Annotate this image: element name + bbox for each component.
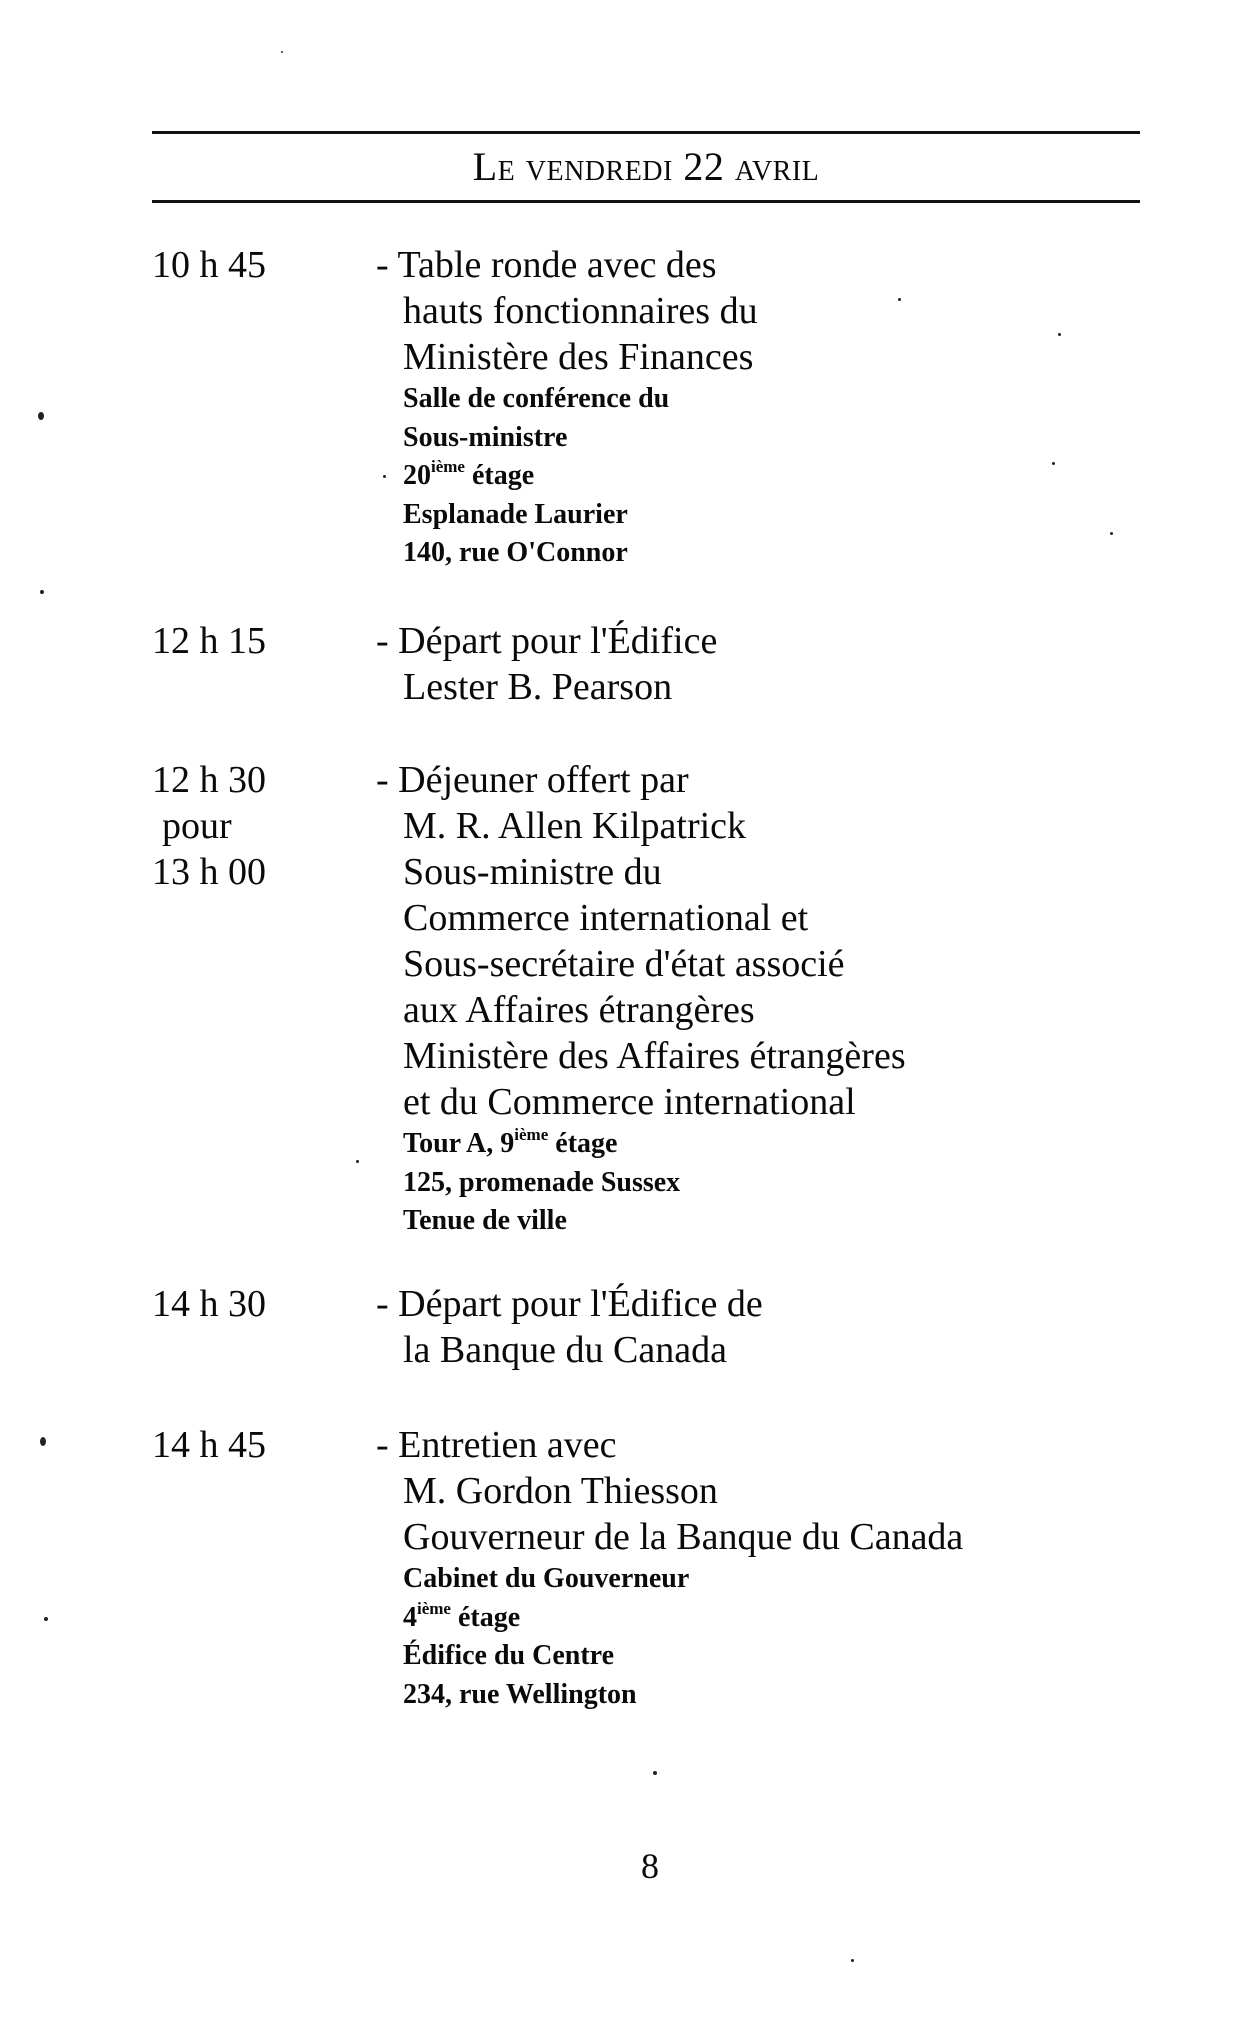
floor-ordinal-suffix: ième	[417, 1598, 451, 1618]
location-line: 125, promenade Sussex	[403, 1166, 681, 1198]
entry-description	[376, 1281, 1136, 1373]
scan-speck	[38, 412, 44, 420]
floor-number: Tour A, 9	[403, 1128, 515, 1159]
description-line: Lester B. Pearson	[403, 666, 673, 708]
description-line: - Table ronde avec des	[376, 244, 717, 286]
description-line: Sous-ministre du	[403, 851, 662, 893]
floor-word: étage	[464, 460, 535, 491]
location-line: Tenue de ville	[403, 1205, 567, 1236]
time-line: 12 h 30	[152, 759, 266, 801]
entry-description	[376, 618, 1136, 710]
page-number: 8	[641, 1846, 659, 1886]
time-line: pour	[162, 805, 232, 847]
description-line: M. Gordon Thiesson	[403, 1470, 718, 1512]
time-line: 13 h 00	[152, 851, 266, 893]
description-line: Commerce international et	[403, 897, 809, 939]
entry-time	[152, 242, 352, 288]
description-line: - Départ pour l'Édifice de	[376, 1283, 763, 1325]
location-floor-line	[376, 1599, 1136, 1638]
description-line: hauts fonctionnaires du	[403, 290, 758, 332]
time-line: 12 h 15	[152, 620, 266, 662]
scan-speck	[40, 590, 44, 594]
time-line: 14 h 30	[152, 1283, 266, 1325]
entry-time	[152, 618, 352, 664]
scan-speck	[281, 51, 283, 53]
floor-ordinal-suffix: ième	[514, 1125, 549, 1144]
time-line: 10 h 45	[152, 244, 266, 286]
description-line: - Entretien avec	[376, 1424, 617, 1466]
location-line: Édifice du Centre	[403, 1640, 615, 1671]
location-line: Salle de conférence du	[403, 383, 670, 414]
time-line: 14 h 45	[152, 1424, 266, 1466]
location-line: 234, rue Wellington	[403, 1678, 637, 1710]
floor-word: étage	[450, 1601, 521, 1633]
entry-time	[152, 1281, 352, 1327]
description-line: - Départ pour l'Édifice	[376, 620, 718, 662]
location-line: Sous-ministre	[403, 421, 568, 453]
description-line: M. R. Allen Kilpatrick	[403, 805, 747, 847]
floor-number: 20	[403, 460, 431, 491]
description-line: la Banque du Canada	[403, 1329, 727, 1371]
description-line: Ministère des Affaires étrangères	[403, 1035, 906, 1077]
location-floor-line	[376, 1125, 1136, 1164]
description-line: Ministère des Finances	[403, 336, 754, 378]
entry-time	[152, 1422, 352, 1468]
scan-speck	[1058, 333, 1061, 336]
scan-speck	[40, 1437, 46, 1446]
description-line: et du Commerce international	[403, 1081, 856, 1123]
scan-speck	[356, 1160, 359, 1163]
location-floor-line	[376, 457, 1136, 496]
description-line: Gouverneur de la Banque du Canada	[403, 1516, 964, 1558]
scan-speck	[1052, 462, 1055, 465]
floor-word: étage	[548, 1128, 618, 1159]
location-line: Esplanade Laurier	[403, 498, 628, 530]
scan-speck	[44, 1617, 48, 1621]
scan-speck	[1110, 532, 1113, 535]
entry-time	[152, 757, 352, 895]
scan-speck	[898, 298, 901, 301]
page-header	[152, 131, 1140, 203]
entry-description	[376, 242, 1136, 573]
description-line: Sous-secrétaire d'état associé	[403, 943, 845, 985]
entry-description	[376, 757, 1136, 1241]
location-line: Cabinet du Gouverneur	[403, 1563, 690, 1594]
floor-number: 4	[403, 1601, 417, 1633]
description-line: aux Affaires étrangères	[403, 989, 755, 1031]
description-line: - Déjeuner offert par	[376, 759, 689, 801]
scan-speck	[383, 475, 386, 478]
scan-speck	[851, 1959, 854, 1962]
page-title: Le vendredi 22 avril	[472, 144, 820, 189]
scan-speck	[653, 1771, 657, 1775]
floor-ordinal-suffix: ième	[431, 457, 465, 476]
entry-description	[376, 1422, 1136, 1714]
location-line: 140, rue O'Connor	[403, 537, 628, 568]
